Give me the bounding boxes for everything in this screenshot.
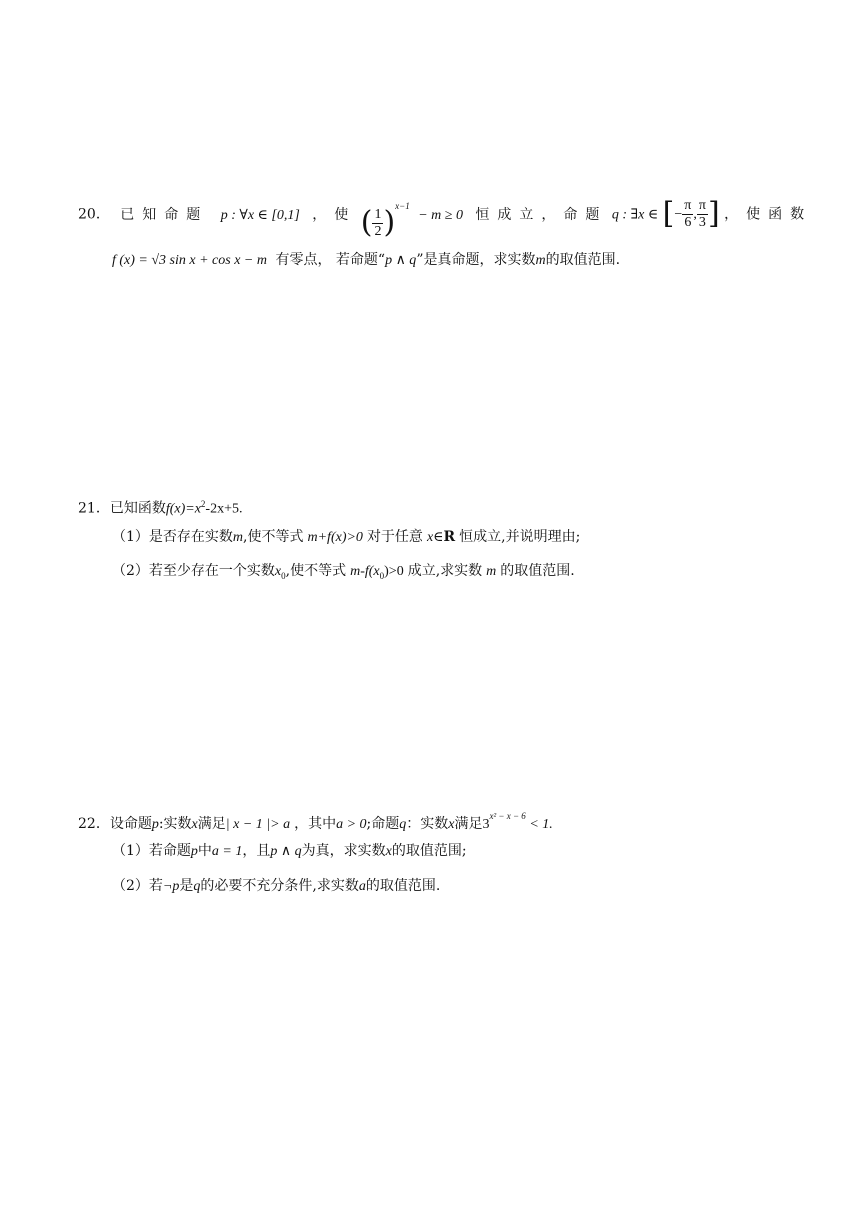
q22-text: 是 xyxy=(179,878,194,894)
q22-text: （2）若 xyxy=(112,878,163,894)
q22-power-exponent: x² − x − 6 xyxy=(489,811,526,821)
q21-exponent: 2 xyxy=(200,499,206,509)
frac-num: π xyxy=(698,197,706,213)
q21-text: 成立,求实数 xyxy=(407,563,483,579)
q20-q-def: q : ∃x ∈ xyxy=(611,207,659,223)
q21-inequality-tail: )>0 xyxy=(384,564,404,579)
question-20-line-2 xyxy=(112,250,620,271)
q22-a-positive: a > 0 xyxy=(336,817,367,832)
q21-function: f(x)=x xyxy=(165,501,201,517)
q21-text: ,使不等式 xyxy=(285,563,347,579)
frac-den: 6 xyxy=(684,214,692,230)
q22-text: :实数 xyxy=(158,816,192,832)
frac-den: 2 xyxy=(374,223,382,239)
q20-text: 恒成立，命题 xyxy=(475,206,608,223)
q21-text: 已知函数 xyxy=(109,500,166,517)
q22-text: ，其中 xyxy=(294,816,337,832)
q22-x: x xyxy=(191,817,198,832)
q22-q: q xyxy=(193,879,201,894)
q22-text: 的取值范围. xyxy=(365,878,441,894)
q20-text: ，使函数 xyxy=(724,206,813,223)
question-21-part-1 xyxy=(112,527,580,548)
q21-text: 的取值范围. xyxy=(500,563,575,579)
q20-text: 有零点， 若命题“ xyxy=(275,252,386,268)
q22-text: 满足 xyxy=(454,816,483,832)
q22-power-base: 3 xyxy=(482,817,490,832)
q21-real-set: R xyxy=(443,529,456,545)
q22-text: ;命题 xyxy=(366,816,400,832)
q22-not-p: ¬p xyxy=(162,879,180,894)
q20-exponent: x−1 xyxy=(395,201,410,211)
q21-inequality: m-f(x xyxy=(350,564,380,579)
q20-m: m xyxy=(535,253,546,268)
frac-num: π xyxy=(684,197,692,213)
q20-function: f (x) = √3 sin x + cos x − m xyxy=(112,253,267,268)
frac-den: 3 xyxy=(698,214,706,230)
q22-x: x xyxy=(385,844,392,859)
question-22-part-2 xyxy=(112,876,440,897)
q20-text: ”是真命题，求实数 xyxy=(416,252,536,268)
q21-text: 恒成立,并说明理由; xyxy=(459,529,581,545)
q22-text: ：实数 xyxy=(406,816,449,832)
q22-p: p xyxy=(151,817,159,832)
q22-p-and-q: p ∧ q xyxy=(270,844,302,859)
q22-less-than-one: < 1. xyxy=(525,817,553,832)
q21-inequality: m+f(x)>0 xyxy=(307,530,363,545)
question-22-stem xyxy=(78,806,553,835)
q22-abs-inequality: | x − 1 |> a xyxy=(225,817,291,832)
q21-m: m xyxy=(232,530,244,545)
q22-text: 中 xyxy=(197,843,212,859)
q22-x: x xyxy=(448,817,455,832)
q22-a-equals-one: a = 1 xyxy=(211,844,243,859)
question-20-line-1 xyxy=(78,186,813,240)
q20-interval: [− $\frac{\pi}{6}$ , $\frac{\pi}{3}$ ] xyxy=(662,196,720,231)
q20-fraction-half: ( $\frac{1}{2}$ )$^{x-1}$ xyxy=(360,201,410,240)
q22-text: 的必要不充分条件,求实数 xyxy=(200,878,359,894)
q20-number: 20． xyxy=(78,206,110,223)
q20-inequality: − m ≥ 0 xyxy=(418,207,463,223)
q22-text: 的取值范围; xyxy=(391,843,467,859)
q21-text: （2）若至少存在一个实数 xyxy=(112,563,275,579)
frac-num: 1 xyxy=(374,206,382,222)
q21-text: （1）是否存在实数 xyxy=(112,529,233,545)
question-21-stem xyxy=(78,494,242,520)
q22-q: q xyxy=(399,817,407,832)
q21-x: x xyxy=(274,564,282,579)
q20-p-and-q: p ∧ q xyxy=(385,253,417,268)
q22-text: 设命题 xyxy=(109,816,152,832)
question-21-part-2 xyxy=(112,561,575,586)
q21-subscript: 0 xyxy=(281,570,286,581)
q21-text: 对于任意 xyxy=(366,529,423,545)
q22-text: 为真，求实数 xyxy=(301,843,386,859)
q20-text: 的取值范围. xyxy=(545,252,621,268)
question-22-part-1 xyxy=(112,841,467,862)
q21-m: m xyxy=(486,564,497,579)
q22-p: p xyxy=(190,844,198,859)
q22-text: 满足 xyxy=(197,816,226,832)
q22-number: 22． xyxy=(78,816,110,832)
q21-function-tail: -2x+5. xyxy=(205,501,243,517)
q20-text: 已知命题 xyxy=(120,206,209,223)
q20-text: ，使 xyxy=(312,206,357,223)
q22-text: ，且 xyxy=(242,843,271,859)
q22-text: （1）若命题 xyxy=(112,843,191,859)
q21-x-in: x∈ xyxy=(426,530,444,545)
q21-number: 21． xyxy=(78,500,110,517)
q21-text: ,使不等式 xyxy=(243,529,304,545)
q22-a: a xyxy=(358,879,366,894)
q21-subscript: 0 xyxy=(379,570,385,581)
q20-p-def: p : ∀x ∈ [0,1] xyxy=(220,207,300,223)
